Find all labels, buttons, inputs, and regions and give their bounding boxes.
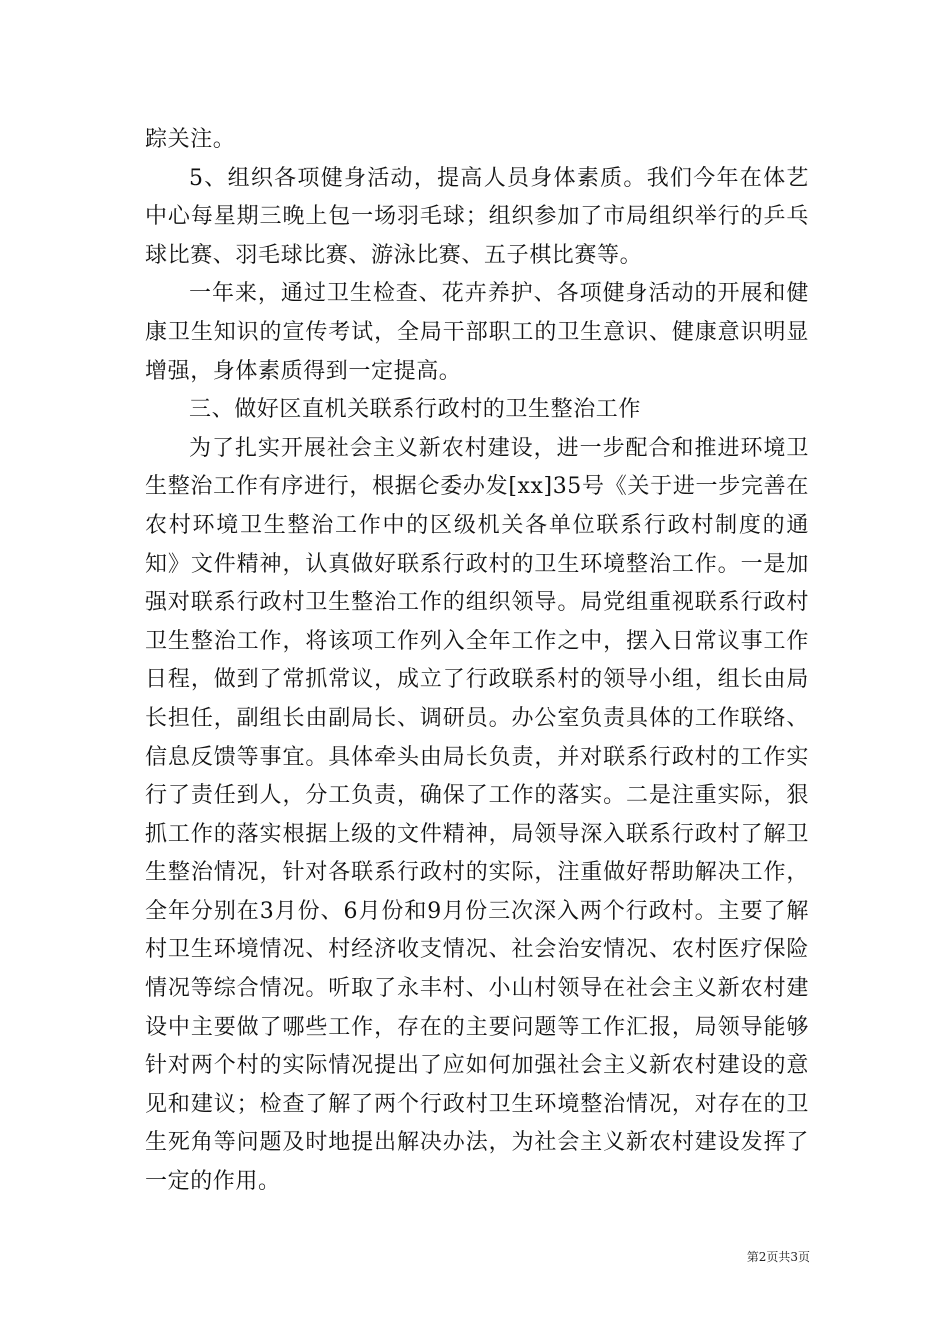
- paragraph-fitness-activities: 5、组织各项健身活动，提高人员身体素质。我们今年在体艺中心每星期三晚上包一场羽毛球；组织参加了市局组织举行的乒乓球比赛、羽毛球比赛、游泳比赛、五子棋比赛等。: [145, 165, 809, 268]
- page-number-footer: 第2页共3页: [746, 1250, 810, 1264]
- paragraph-year-summary: 一年来，通过卫生检查、花卉养护、各项健身活动的开展和健康卫生知识的宣传考试，全局干部职工的卫生意识、健康意识明显增强，身体素质得到一定提高。: [145, 281, 809, 384]
- paragraph-village-sanitation-work: 为了扎实开展社会主义新农村建设，进一步配合和推进环境卫生整治工作有序进行，根据仑委办发[xx]35号《关于进一步完善在农村环境卫生整治工作中的区级机关各单位联系行政村制度的通知》文件精神，认真做好联系行政村的卫生环境整治工作。一是加强对联系行政村卫生整治工作的组织领导。局党组重视联系行政村卫生整治工作，将该项工作列入全年工作之中，摆入日常议事工作日程，做到了常抓常议，成立了行政联系村的领导小组，组长由局长担任，副组长由副局长、调研员。办公室负责具体的工作联络、信息反馈等事宜。具体牵头由局长负责，并对联系行政村的工作实行了责任到人，分工负责，确保了工作的落实。二是注重实际，狠抓工作的落实根据上级的文件精神，局领导深入联系行政村了解卫生整治情况，针对各联系行政村的实际，注重做好帮助解决工作，全年分别在3月份、6月份和9月份三次深入两个行政村。主要了解村卫生环境情况、村经济收支情况、社会治安情况、农村医疗保险情况等综合情况。听取了永丰村、小山村领导在社会主义新农村建设中主要做了哪些工作，存在的主要问题等工作汇报，局领导能够针对两个村的实际情况提出了应如何加强社会主义新农村建设的意见和建议；检查了解了两个行政村卫生环境整治情况，对存在的卫生死角等问题及时地提出解决办法，为社会主义新农村建设发挥了一定的作用。: [145, 435, 809, 1195]
- section-heading-village-sanitation: 三、做好区直机关联系行政村的卫生整治工作: [189, 397, 642, 423]
- document-body: [145, 121, 809, 1202]
- paragraph-continuation: 踪关注。: [145, 127, 236, 152]
